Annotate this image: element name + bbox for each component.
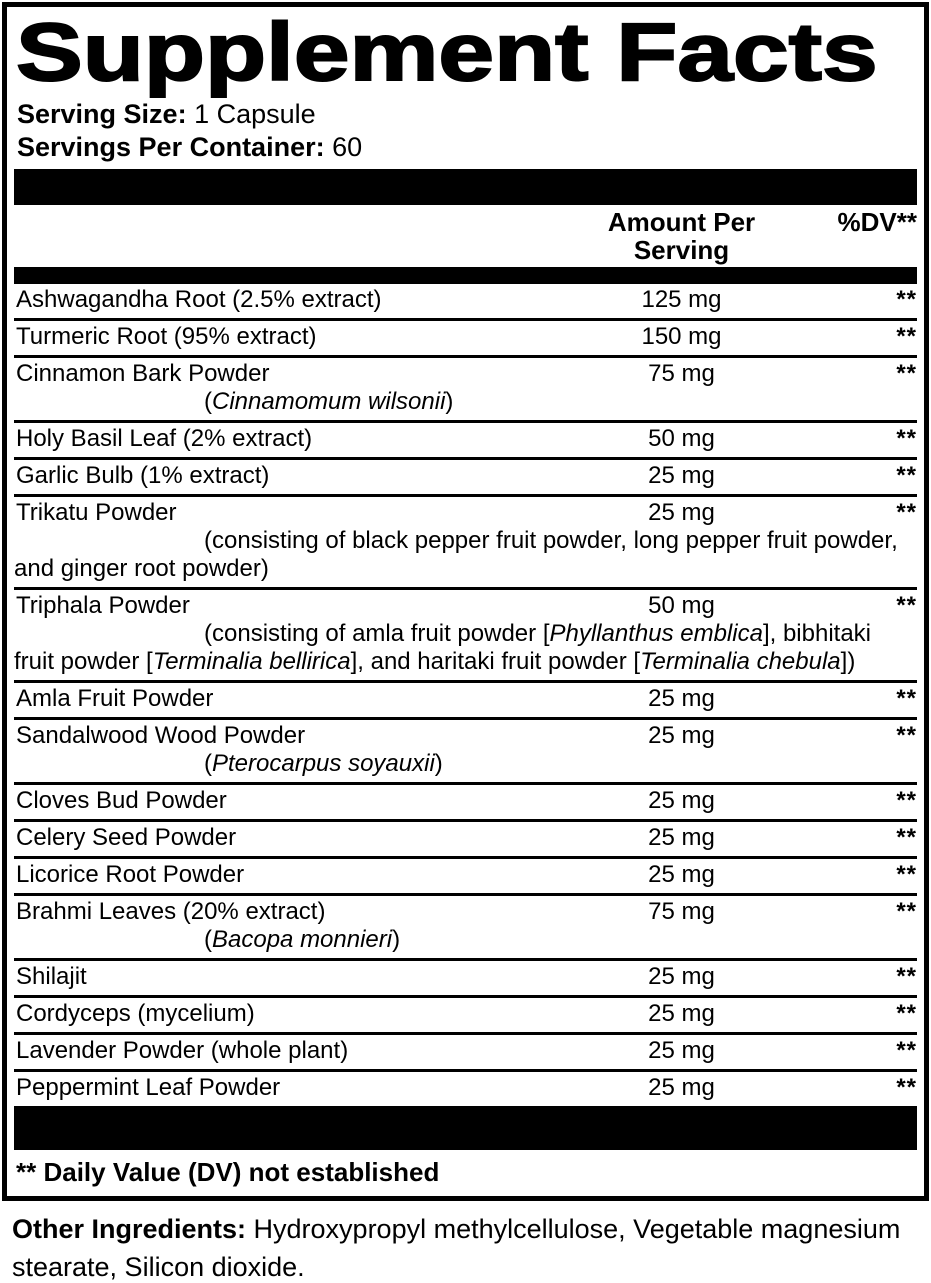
ingredient-name: Ashwagandha Root (2.5% extract) [16, 286, 382, 313]
ingredient-dv: ** [896, 1037, 917, 1064]
ingredient-dv: ** [896, 963, 917, 990]
ingredient-dv: ** [896, 592, 917, 619]
ingredient-row-main [14, 499, 917, 527]
ingredient-name: Triphala Powder [16, 592, 190, 619]
botanical-text: ( [204, 388, 212, 415]
ingredient-name: Cinnamon Bark Powder [16, 360, 270, 387]
ingredient-name: Holy Basil Leaf (2% extract) [16, 425, 313, 452]
ingredient-amount: 25 mg [648, 722, 715, 749]
ingredient-name: Lavender Powder (whole plant) [16, 1037, 349, 1064]
ingredient-amount: 75 mg [648, 898, 715, 925]
botanical-latin-name: Terminalia chebula [640, 648, 841, 675]
ingredient-row [14, 720, 917, 785]
ingredient-row-main [14, 462, 917, 490]
divider-bar-top [14, 169, 917, 205]
ingredient-rows [14, 284, 917, 1106]
other-ingredients-value: Hydroxypropyl methylcellulose, Vegetable magnesium stearate, Silicon dioxide. [12, 1214, 901, 1282]
ingredient-name: Celery Seed Powder [16, 824, 237, 851]
ingredient-name: Licorice Root Powder [16, 861, 245, 888]
servings-per-container-value: 60 [324, 132, 363, 162]
ingredient-dv: ** [896, 360, 917, 387]
ingredient-dv: ** [896, 1074, 917, 1101]
ingredient-row [14, 423, 917, 460]
ingredient-row-main [14, 286, 917, 314]
botanical-text: (consisting of amla fruit powder [ [204, 620, 550, 647]
other-ingredients-section [12, 1210, 921, 1283]
botanical-text: ]) [840, 648, 856, 675]
amount-per-serving-header: Amount Per Serving [607, 207, 756, 265]
ingredient-row-main [14, 898, 917, 926]
ingredient-amount: 150 mg [641, 323, 722, 350]
ingredient-row [14, 284, 917, 321]
servings-per-container-label: Servings Per Container: [17, 132, 325, 162]
ingredient-dv: ** [896, 462, 917, 489]
ingredient-name: Trikatu Powder [16, 499, 177, 526]
ingredient-botanical-detail [14, 926, 917, 954]
ingredient-row [14, 1035, 917, 1072]
ingredient-dv: ** [896, 1000, 917, 1027]
ingredient-row-main [14, 824, 917, 852]
ingredient-botanical-detail [14, 388, 917, 416]
ingredient-botanical-detail [14, 620, 917, 676]
ingredient-dv: ** [896, 323, 917, 350]
ingredient-dv: ** [896, 824, 917, 851]
botanical-text: ( [204, 750, 212, 777]
ingredient-row [14, 1072, 917, 1106]
daily-value-footnote: ** Daily Value (DV) not established [16, 1157, 440, 1187]
ingredient-row-main [14, 425, 917, 453]
ingredient-row [14, 497, 917, 590]
serving-size-label: Serving Size: [17, 99, 187, 129]
servings-per-container-line [17, 131, 917, 164]
ingredient-row-main [14, 722, 917, 750]
ingredient-row [14, 896, 917, 961]
ingredient-dv: ** [896, 499, 917, 526]
column-header-row [14, 205, 917, 267]
ingredient-row-main [14, 1037, 917, 1065]
ingredient-amount: 25 mg [648, 824, 715, 851]
ingredient-amount: 25 mg [648, 1000, 715, 1027]
ingredient-dv: ** [896, 722, 917, 749]
supplement-facts-panel [2, 2, 929, 1201]
ingredient-name: Cordyceps (mycelium) [16, 1000, 255, 1027]
ingredient-amount: 25 mg [648, 1074, 715, 1101]
botanical-text: ( [204, 926, 212, 953]
ingredient-amount: 125 mg [641, 286, 722, 313]
ingredient-amount: 75 mg [648, 360, 715, 387]
ingredient-row [14, 998, 917, 1035]
ingredient-row [14, 785, 917, 822]
ingredient-row-main [14, 1000, 917, 1028]
ingredient-row-main [14, 787, 917, 815]
ingredient-amount: 25 mg [648, 462, 715, 489]
ingredient-name: Shilajit [16, 963, 87, 990]
ingredient-amount: 25 mg [648, 1037, 715, 1064]
ingredient-row [14, 460, 917, 497]
ingredient-row [14, 822, 917, 859]
percent-dv-header: %DV** [837, 207, 917, 237]
ingredient-row-main [14, 1074, 917, 1102]
ingredient-row-main [14, 861, 917, 889]
other-ingredients-label: Other Ingredients: [12, 1214, 247, 1244]
ingredient-row-main [14, 323, 917, 351]
botanical-text: ) [445, 388, 454, 415]
ingredient-dv: ** [896, 685, 917, 712]
ingredient-dv: ** [896, 898, 917, 925]
ingredient-row [14, 358, 917, 423]
ingredient-name: Turmeric Root (95% extract) [16, 323, 317, 350]
ingredient-dv: ** [896, 425, 917, 452]
botanical-latin-name: Cinnamomum wilsonii [212, 388, 446, 415]
ingredient-dv: ** [896, 286, 917, 313]
botanical-text: ) [434, 750, 443, 777]
panel-title: Supplement Facts [16, 7, 878, 98]
ingredient-row [14, 321, 917, 358]
botanical-latin-name: Phyllanthus emblica [549, 620, 763, 647]
ingredient-amount: 25 mg [648, 787, 715, 814]
botanical-text: ], and haritaki fruit powder [ [350, 648, 641, 675]
ingredient-amount: 25 mg [648, 963, 715, 990]
ingredient-row-main [14, 592, 917, 620]
ingredient-name: Amla Fruit Powder [16, 685, 214, 712]
ingredient-dv: ** [896, 787, 917, 814]
ingredient-amount: 50 mg [648, 425, 715, 452]
ingredient-row [14, 590, 917, 683]
ingredient-name: Cloves Bud Powder [16, 787, 227, 814]
ingredient-dv: ** [896, 861, 917, 888]
ingredient-row [14, 859, 917, 896]
ingredient-name: Sandalwood Wood Powder [16, 722, 306, 749]
ingredient-name: Garlic Bulb (1% extract) [16, 462, 270, 489]
ingredient-amount: 25 mg [648, 861, 715, 888]
botanical-text: ], bibhitaki fruit powder [ [14, 620, 871, 675]
ingredient-row-main [14, 963, 917, 991]
botanical-text: (consisting of black pepper fruit powder, long pepper fruit powder, and ginger root powder) [14, 527, 898, 582]
ingredient-name: Brahmi Leaves (20% extract) [16, 898, 326, 925]
ingredient-row [14, 683, 917, 720]
divider-bar-header [14, 267, 917, 284]
ingredient-botanical-detail [14, 527, 917, 583]
serving-size-value: 1 Capsule [186, 99, 316, 129]
ingredient-amount: 25 mg [648, 499, 715, 526]
serving-size-line [17, 98, 917, 131]
botanical-latin-name: Terminalia bellirica [152, 648, 351, 675]
divider-bar-bottom [14, 1106, 917, 1150]
ingredient-botanical-detail [14, 750, 917, 778]
botanical-latin-name: Pterocarpus soyauxii [212, 750, 435, 777]
ingredient-row-main [14, 360, 917, 388]
ingredient-name: Peppermint Leaf Powder [16, 1074, 281, 1101]
botanical-latin-name: Bacopa monnieri [212, 926, 393, 953]
ingredient-row-main [14, 685, 917, 713]
ingredient-row [14, 961, 917, 998]
ingredient-amount: 25 mg [648, 685, 715, 712]
botanical-text: ) [392, 926, 401, 953]
ingredient-amount: 50 mg [648, 592, 715, 619]
